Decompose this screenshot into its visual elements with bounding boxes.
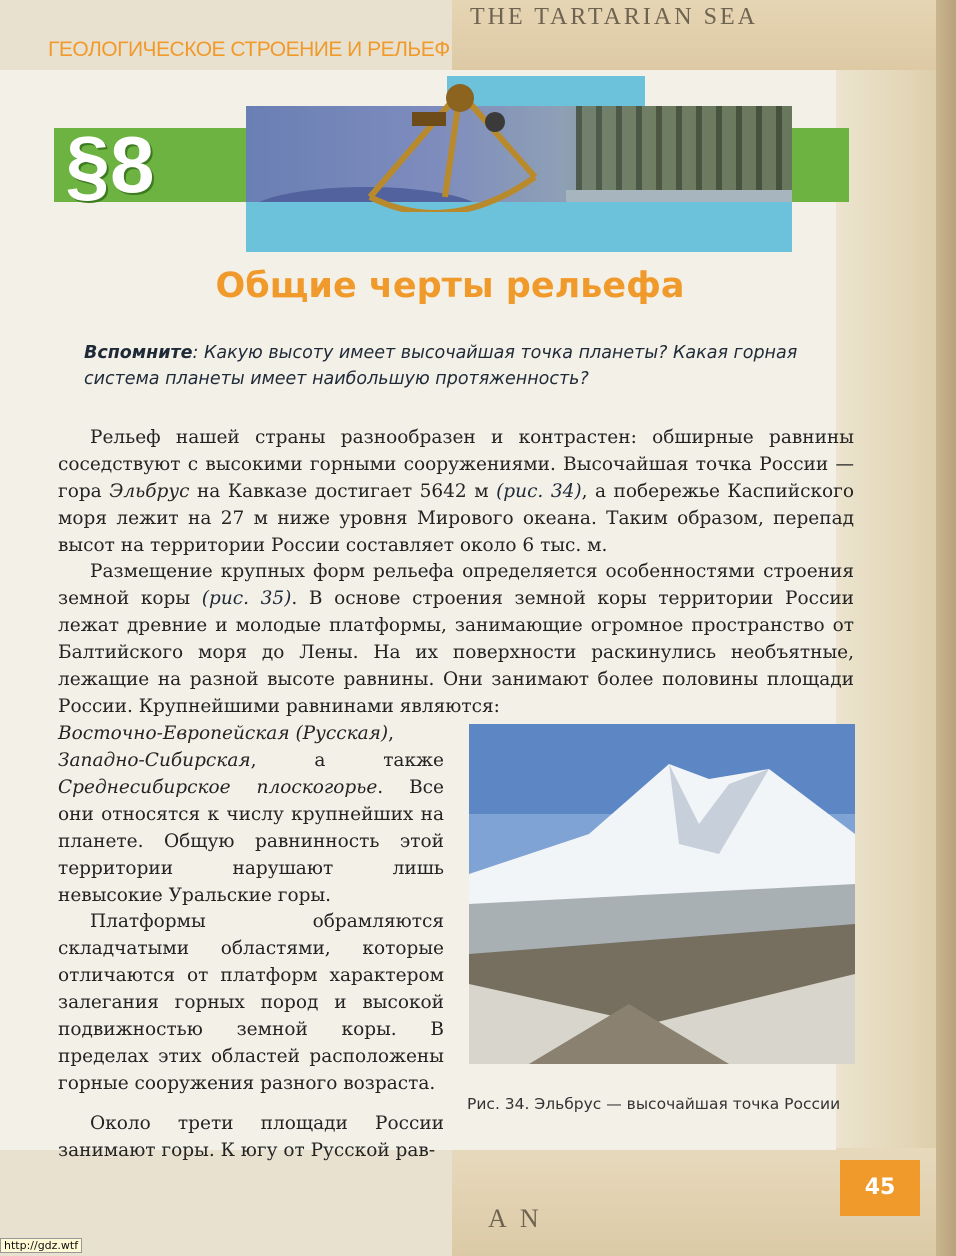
- paragraph-4: Около трети площади России занимают горы. К югу от Русской рав-: [58, 1113, 444, 1161]
- page-edge-shadow: [936, 0, 956, 1256]
- recall-question: [84, 340, 854, 392]
- sextant-icon: [350, 82, 550, 212]
- elbrus-photo: [469, 724, 855, 1064]
- paragraph-1: Рельеф нашей страны разнообразен и контрастен: обширные равнины соседствуют с высокими горными сооружениями. Высочайшая точка России — гора Эльбрус на Кавказе достигает 5642 м (рис. 34), а побережье Каспийского моря лежит на 27 м ниже уровня Мирового океана. Таким образом, перепад высот на территории России составляет около 6 тыс. м.: [58, 427, 854, 556]
- map-bottom-label: A N: [488, 1204, 543, 1233]
- page-number: 45: [840, 1160, 920, 1216]
- recall-label: Вспомните: [84, 343, 193, 363]
- paragraph-2-continued: Восточно-Европейская (Русская), Западно-Сибирская, а также Среднесибирское плоскогорье. Все они относятся к числу крупнейших на планете. Общую равнинность этой территории нарушают лишь невысокие Уральские горы.: [58, 723, 444, 906]
- plateau-central-siberian: Среднесибирское плоскогорье: [58, 777, 378, 798]
- page-title: Общие черты рельефа: [215, 266, 685, 306]
- plain-west-siberian: Западно-Сибирская: [58, 750, 251, 771]
- figure-35-link[interactable]: (рис. 35): [201, 588, 292, 609]
- recall-text: : Какую высоту имеет высочайшая точка планеты? Какая горная система планеты имеет наибольшую протяженность?: [84, 343, 798, 389]
- plain-east-european: Восточно-Европейская (Русская): [58, 723, 389, 744]
- map-top-label: THE TARTARIAN SEA: [470, 4, 758, 30]
- paragraph-3: Платформы обрамляются складчатыми областями, которые отличаются от платформ характером залегания горных пород и высокой подвижностью земной коры. В пределах этих областей расположены горные сооружения разного возраста.: [58, 911, 444, 1094]
- paragraph-2: Размещение крупных форм рельефа определяется особенностями строения земной коры (рис. 35). В основе строения земной коры территории России лежат древние и молодые платформы, занимающие огромное пространство от Балтийского моря до Лены. На их поверхности раскинулись необъятные, лежащие на разной высоте равнины. Они занимают более половины площади России. Крупнейшими равнинами являются:: [58, 561, 854, 717]
- watermark-link[interactable]: http://gdz.wtf: [0, 1238, 82, 1253]
- elbrus-term: Эльбрус: [109, 481, 190, 502]
- paragraph-badge: §8: [65, 120, 155, 209]
- section-header: ГЕОЛОГИЧЕСКОЕ СТРОЕНИЕ И РЕЛЬЕФ: [48, 38, 450, 61]
- figure-34-caption: Рис. 34. Эльбрус — высочайшая точка России: [467, 1095, 841, 1113]
- figure-34-link[interactable]: (рис. 34): [496, 481, 582, 502]
